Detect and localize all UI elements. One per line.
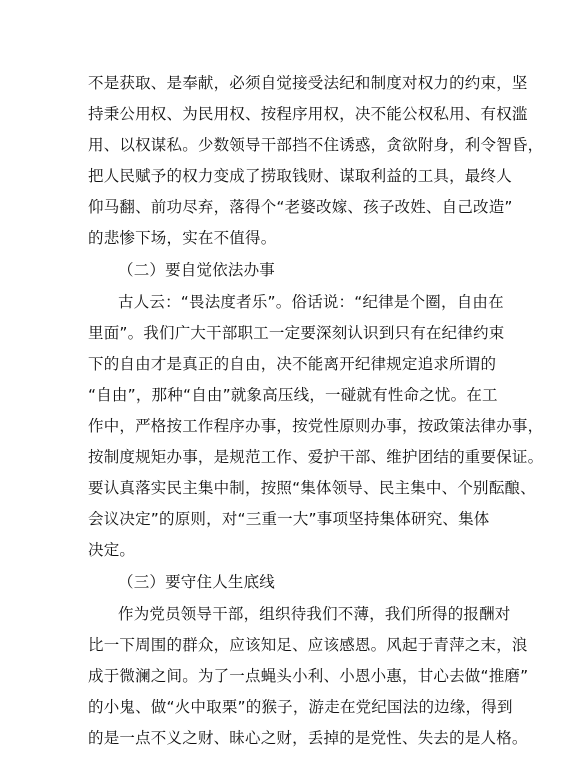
paragraph-line: 决定。 — [88, 541, 136, 559]
section-heading: （三）要守住人生底线 — [118, 573, 276, 591]
paragraph-line: 仰马翻、前功尽弃，落得个“老婆改嫁、孩子改姓、自己改造” — [88, 198, 513, 216]
paragraph-line: “自由”，那种“自由”就象高压线，一碰就有性命之忧。在工 — [88, 386, 498, 404]
paragraph-line: 的小鬼、做“火中取栗”的猴子，游走在党纪国法的边缘，得到 — [88, 698, 513, 716]
paragraph-line: 古人云：“畏法度者乐”。俗话说：“纪律是个圈，自由在 — [118, 293, 504, 311]
paragraph-line: 不是获取、是奉献，必须自觉接受法纪和制度对权力的约束，坚 — [88, 74, 528, 92]
paragraph-line: 用、以权谋私。少数领导干部挡不住诱惑，贪欲附身，利令智昏， — [88, 136, 544, 154]
paragraph-line: 把人民赋予的权力变成了捞取钱财、谋取利益的工具，最终人 — [88, 167, 512, 185]
paragraph-line: 作为党员领导干部，组织待我们不薄，我们所得的报酬对 — [118, 605, 511, 623]
paragraph-line: 按制度规矩办事，是规范工作、爱护干部、维护团结的重要保证。 — [88, 448, 544, 466]
paragraph-line: 比一下周围的群众，应该知足、应该感恩。风起于青萍之末，浪 — [88, 636, 528, 654]
paragraph-line: 下的自由才是真正的自由，决不能离开纪律规定追求所谓的 — [88, 355, 497, 373]
paragraph-line: 会议决定”的原则，对“三重一大”事项坚持集体研究、集体 — [88, 510, 490, 528]
paragraph-line: 要认真落实民主集中制，按照“集体领导、民主集中、个别酝酿、 — [88, 479, 536, 497]
section-heading: （二）要自觉依法办事 — [118, 261, 276, 279]
paragraph-line: 作中，严格按工作程序办事，按党性原则办事，按政策法律办事， — [88, 417, 544, 435]
paragraph-line: 持秉公用权、为民用权、按程序用权，决不能公权私用、有权滥 — [88, 105, 528, 123]
paragraph-line: 的是一点不义之财、昧心之财，丢掉的是党性、失去的是人格。 — [88, 729, 528, 747]
paragraph-line: 的悲惨下场，实在不值得。 — [88, 229, 277, 247]
paragraph-line: 成于微澜之间。为了一点蝇头小利、小恩小惠，甘心去做“推磨” — [88, 667, 529, 685]
paragraph-line: 里面”。我们广大干部职工一定要深刻认识到只有在纪律约束 — [88, 324, 505, 342]
